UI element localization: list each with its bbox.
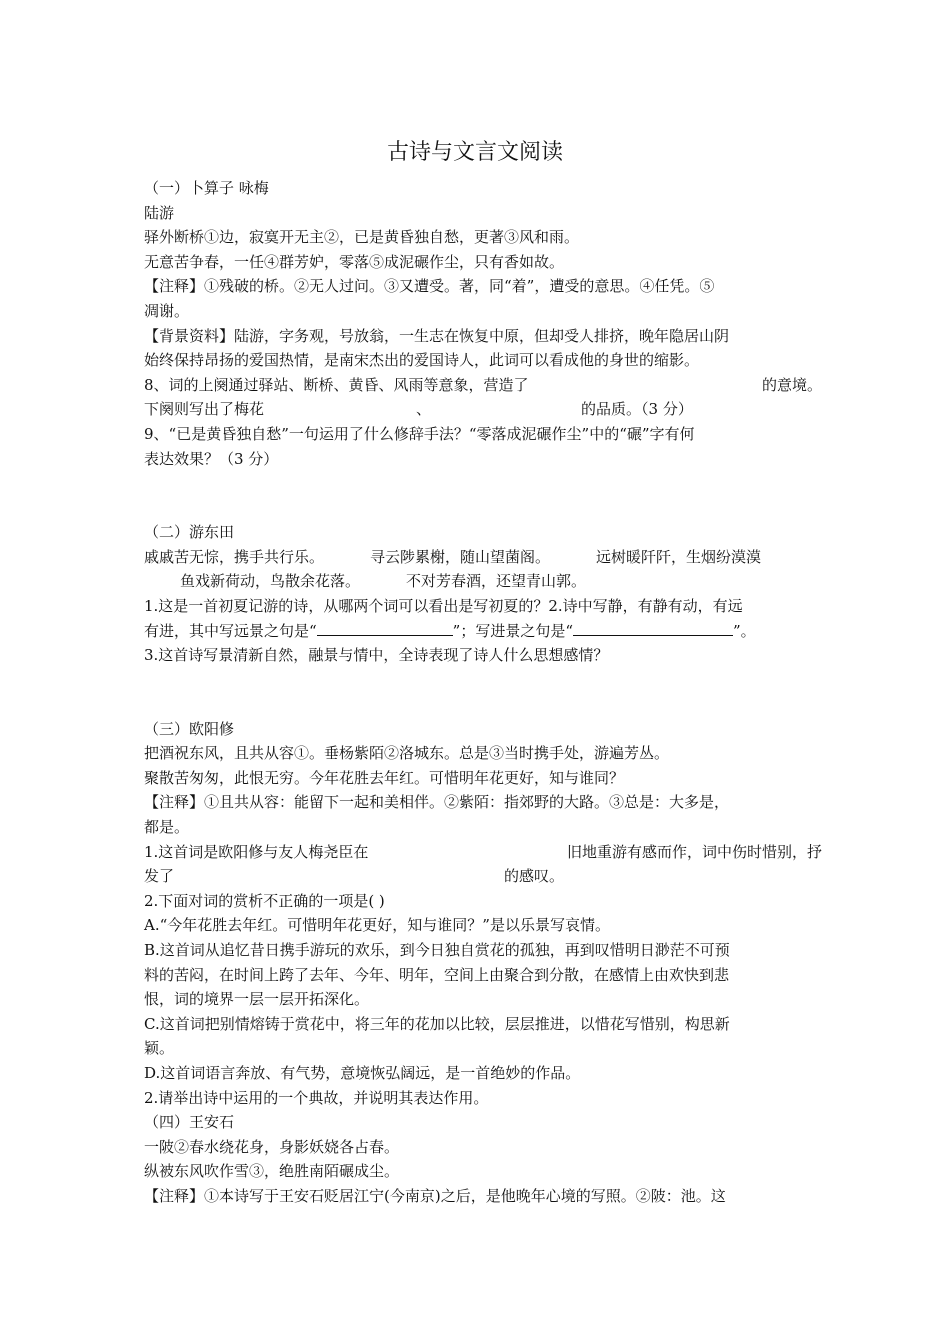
section2-poem-line2 [144,569,822,594]
question-text: 发了 [144,867,175,886]
question-text: 旧地重游有感而作，词中伤时惜别，抒 [566,842,822,861]
option-d: D.这首词语言奔放、有气势，意境恢弘阔远，是一首绝妙的作品。 [144,1064,581,1082]
question-text: 1.这首词是欧阳修与友人梅尧臣在 [144,842,369,861]
poem-phrase: 寻云陟累榭，随山望菌阁。 [370,547,551,566]
section1-background-a: 【背景资料】陆游，字务观，号放翁，一生志在恢复中原，但却受人排挤，晚年隐居山阴 [144,326,730,345]
question-9-line-b: 表达效果？（3 分） [144,449,279,468]
section4-note-a: 【注释】①本诗写于王安石贬居江宁(今南京)之后，是他晚年心境的写照。②陂：池。这 [144,1186,726,1205]
section1-poem-line2: 无意苦争春，一任④群芳妒，零落⑤成泥碾作尘，只有香如故。 [144,252,565,271]
section2-question-1b [144,619,822,644]
section3-poem-line1: 把酒祝东风，且共从容①。垂杨紫陌②洛城东。总是③当时携手处，游遍芳丛。 [144,744,670,763]
section3-question-2: 2.下面对词的赏析不正确的一项是( ) [144,891,385,910]
option-c-line2: 颖。 [144,1039,175,1058]
section1-heading: （一）卜算子 咏梅 [144,179,269,197]
question-8-end: 的意境。 [761,375,822,394]
question-text: 的感叹。 [504,867,565,886]
section3-poem-line2: 聚散苦匆匆，此恨无穷。今年花胜去年红。可惜明年花更好，知与谁同？ [144,768,625,787]
question-text: ”；写进景之句是“ [452,621,574,640]
section1-note-b: 凋谢。 [144,301,190,320]
section1-background-b: 始终保持昂扬的爱国热情，是南宋杰出的爱国诗人，此词可以看成他的身世的缩影。 [144,351,700,370]
option-a: A.“今年花胜去年红。可惜明年花更好，知与谁同？”是以乐景写哀情。 [144,916,610,935]
section3-question-1b [144,864,822,889]
question-8-b-mid: 、 [416,400,432,419]
poem-phrase: 戚戚苦无悰，携手共行乐。 [144,547,325,566]
section3-note-b: 都是。 [144,818,190,837]
poem-phrase: 不对芳春酒，还望青山郭。 [406,572,587,591]
option-c-line1: C.这首词把别情熔铸于赏花中，将三年的花加以比较，层层推进，以惜花写惜别，构思新 [144,1014,730,1033]
section1-note-a: 【注释】①残破的桥。②无人过问。③又遭受。著，同“着”，遭受的意思。④任凭。⑤ [144,277,715,296]
section3-note-a: 【注释】①且共从容：能留下一起和美相伴。②紫陌：指郊野的大路。③总是：大多是， [144,793,730,812]
section4-poem-line1: 一陂②春水绕花身，身影妖娆各占春。 [144,1137,400,1156]
question-text: 有进，其中写远景之句是“ [144,621,317,640]
option-b-line1: B.这首词从追忆昔日携手游玩的欢乐，到今日独自赏花的孤独，再到叹惜明日渺茫不可预 [144,941,730,960]
question-8-b-text: 下阕则写出了梅花 [144,400,265,419]
question-9-line-a: 9、“已是黄昏独自愁”一句运用了什么修辞手法？“零落成泥碾作尘”中的“碾”字有何 [144,424,695,443]
question-text: ”。 [733,621,756,640]
section3-question-3: 2.请举出诗中运用的一个典故，并说明其表达作用。 [144,1088,489,1107]
question-8-line-a [144,373,822,398]
section1-author: 陆游 [144,203,175,222]
section3-heading: （三）欧阳修 [144,719,235,738]
question-8-text: 8、词的上阕通过驿站、断桥、黄昏、风雨等意象，营造了 [144,375,529,394]
document-body [144,176,822,1209]
page-title: 古诗与文言文阅读 [386,140,563,165]
answer-blank[interactable] [573,621,733,636]
section2-question-3: 3.这首诗写景清新自然，融景与情中，全诗表现了诗人什么思想感情？ [144,646,609,665]
section4-poem-line2: 纵被东风吹作雪③，绝胜南陌碾成尘。 [144,1162,400,1181]
section2-question-1a: 1.这是一首初夏记游的诗，从哪两个词可以看出是写初夏的？2.诗中写静，有静有动，有远 [144,596,743,615]
section1-poem-line1: 驿外断桥①边，寂寞开无主②，已是黄昏独自愁，更著③风和雨。 [144,228,580,247]
poem-phrase: 鱼戏新荷动，鸟散余花落。 [180,572,361,591]
question-8-line-b [144,397,822,422]
option-b-line2: 料的苦闷，在时间上跨了去年、今年、明年，空间上由聚合到分散，在感情上由欢快到悲 [144,965,730,984]
section2-heading: （二）游东田 [144,523,235,542]
question-8-b-end: 的品质。（3 分） [581,400,693,419]
option-b-line3: 恨，词的境界一层一层开拓深化。 [144,990,370,1009]
section3-question-1a [144,840,822,865]
poem-phrase: 远树暖阡阡，生烟纷漠漠 [596,547,762,566]
section2-poem-line1 [144,545,822,570]
answer-blank[interactable] [317,621,453,636]
section4-heading: （四）王安石 [144,1113,235,1132]
